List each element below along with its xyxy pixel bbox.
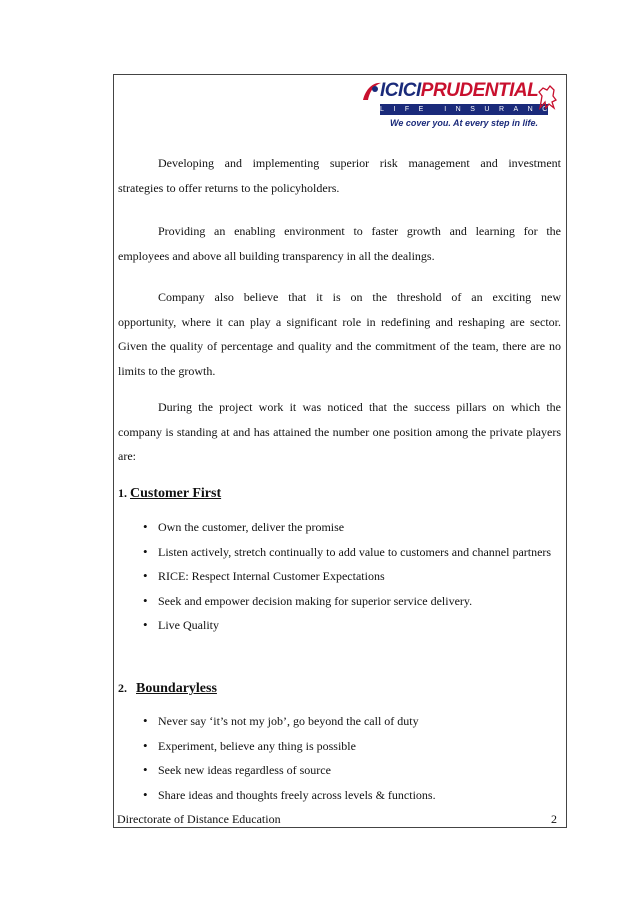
paragraph-rest: employees and above all building transparency in all the dealings.	[118, 248, 435, 263]
section-number: 1.	[118, 486, 127, 500]
paragraph-first-line: During the project work it was noticed that the success pillars on which the	[158, 400, 561, 414]
list-item: • Own the customer, deliver the promise	[141, 515, 561, 540]
paragraph-rest: opportunity, where it can play a significant role in redefining and reshaping are sector. Given the quality of percentage and quality and the commitment of the team, there are no limits to the growth.	[118, 314, 561, 378]
logo-subtitle-bar: LIFE INSURANCE	[380, 106, 571, 113]
list-item: • Seek and empower decision making for superior service delivery.	[141, 589, 561, 614]
paragraph-rest: company is standing at and has attained the number one position among the private players are:	[118, 424, 561, 463]
list-item: • Seek new ideas regardless of source	[141, 758, 561, 783]
list-item: • Listen actively, stretch continually to add value to customers and channel partners	[141, 540, 561, 565]
paragraph-rest: strategies to offer returns to the policyholders.	[118, 180, 340, 195]
icici-swirl-icon	[360, 80, 382, 102]
logo-brand-prudential: PRUDENTIAL	[420, 80, 539, 101]
logo-tagline: We cover you. At every step in life.	[390, 118, 539, 128]
list-item: • RICE: Respect Internal Customer Expectations	[141, 564, 561, 589]
customer-first-list	[141, 515, 561, 638]
paragraph-opportunity	[118, 285, 561, 383]
section-heading-customer-first	[118, 486, 221, 502]
page-number: 2	[551, 812, 557, 826]
paragraph-success-pillars	[118, 395, 561, 469]
logo-brand-icici: ICICI	[380, 80, 421, 101]
paragraph-first-line: Providing an enabling environment to faster growth and learning for the	[158, 224, 561, 238]
section-title: Boundaryless	[136, 681, 217, 696]
list-item: • Live Quality	[141, 613, 561, 638]
section-number: 2.	[118, 681, 127, 695]
list-item: • Experiment, believe any thing is possible	[141, 734, 561, 759]
section-title: Customer First	[130, 486, 222, 501]
icici-prudential-logo	[360, 80, 571, 136]
list-item: • Share ideas and thoughts freely across levels & functions.	[141, 783, 561, 808]
footer-institution: Directorate of Distance Education	[117, 812, 281, 826]
logo-brand-text	[380, 80, 538, 102]
lion-emblem-icon	[536, 84, 558, 110]
paragraph-risk-management	[118, 151, 561, 200]
boundaryless-list	[141, 709, 561, 807]
paragraph-environment	[118, 219, 561, 268]
paragraph-first-line: Developing and implementing superior risk management and investment	[158, 156, 561, 170]
list-item: • Never say ‘it’s not my job’, go beyond the call of duty	[141, 709, 561, 734]
paragraph-first-line: Company also believe that it is on the threshold of an exciting new	[158, 290, 561, 304]
section-heading-boundaryless	[118, 681, 217, 697]
